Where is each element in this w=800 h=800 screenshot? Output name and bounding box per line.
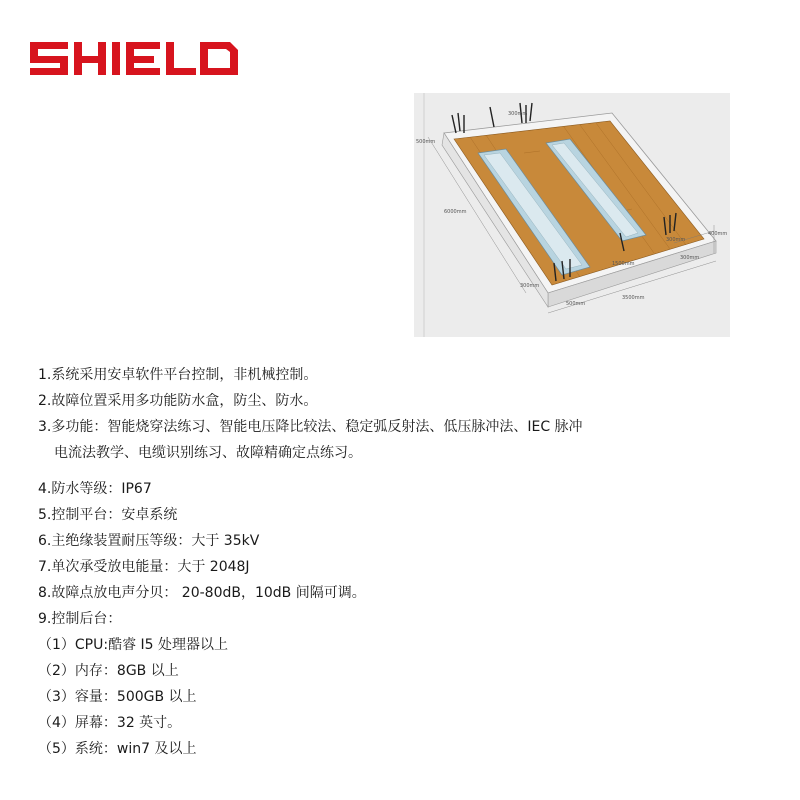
spec-item: 3.多功能：智能烧穿法练习、智能电压降比较法、稳定弧反射法、低压脉冲法、IEC 脉冲 [38, 419, 583, 435]
dim-label: 300mm [508, 111, 528, 117]
dim-label: 3500mm [622, 295, 645, 301]
spec-item: 8.故障点放电声分贝： 20-80dB，10dB 间隔可调。 [38, 585, 366, 601]
spec-item: 7.单次承受放电能量：大于 2048J [38, 559, 250, 575]
spec-list [38, 362, 758, 762]
training-field-diagram [414, 93, 730, 337]
spec-item: 5.控制平台：安卓系统 [38, 507, 178, 523]
spec-item-continuation: 电流法教学、电缆识别练习、故障精确定点练习。 [54, 445, 362, 461]
spec-item: 2.故障位置采用多功能防水盒，防尘、防水。 [38, 393, 318, 409]
dim-label: 500mm [566, 301, 586, 307]
dim-label: 300mm [520, 283, 540, 289]
spec-subitem: （3）容量：500GB 以上 [38, 689, 197, 705]
dim-label: 400mm [708, 231, 728, 237]
spec-subitem: （4）屏幕：32 英寸。 [38, 715, 182, 731]
spec-subitem: （1）CPU:酷睿 I5 处理器以上 [38, 637, 229, 653]
shield-logo [30, 38, 240, 80]
spec-item: 1.系统采用安卓软件平台控制，非机械控制。 [38, 367, 318, 383]
dim-label: 1500mm [612, 261, 635, 267]
dim-label: 300mm [680, 255, 700, 261]
dim-label: 500mm [416, 139, 436, 145]
spec-item: 6.主绝缘装置耐压等级：大于 35kV [38, 533, 260, 549]
dim-label: 6000mm [444, 209, 467, 215]
dim-label: 300mm [666, 237, 686, 243]
spec-subitem: （2）内存：8GB 以上 [38, 663, 179, 679]
spec-subitem: （5）系统：win7 及以上 [38, 741, 197, 757]
spec-item: 4.防水等级：IP67 [38, 481, 152, 497]
spec-item: 9.控制后台： [38, 611, 122, 627]
